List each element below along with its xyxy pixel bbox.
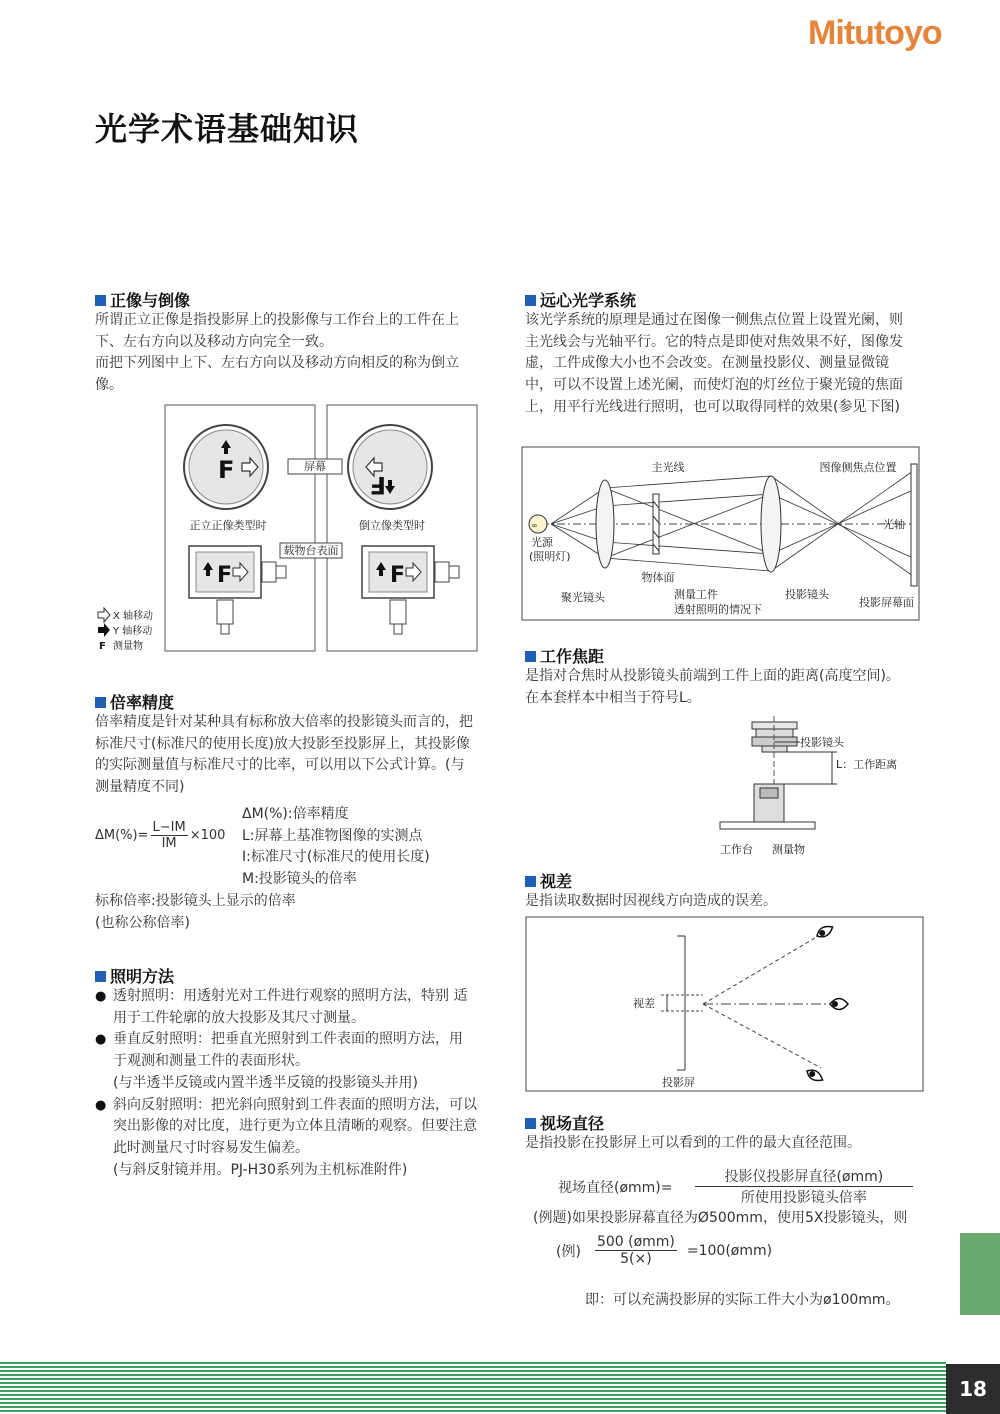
illumination-list: [95, 986, 505, 1181]
square-bullet-icon: [525, 1118, 536, 1129]
label-measured-object: 测量物: [772, 843, 805, 856]
field-of-view-example: (例) $\frac{\text{500 (ømm)}}{5(\times)}$ =100(ømm): [556, 1234, 773, 1267]
field-of-view-conclusion: 即：可以充满投影屏的实际工件大小为ø100mm。: [585, 1292, 900, 1308]
label-screen: 屏幕: [304, 460, 326, 473]
label-chief-ray: 主光线: [651, 461, 685, 474]
mitutoyo-logo: Mitutoyo: [808, 14, 942, 52]
section-heading-illumination: 照明方法: [95, 964, 174, 987]
section-heading-erect: 正像与倒像: [95, 288, 190, 311]
svg-text:∞: ∞: [531, 521, 538, 530]
svg-text:F: F: [99, 641, 106, 652]
list-item: ● 斜向反射照明：把光斜向照射到工件表面的照明方法，可以 突出影像的对比度，进行更为立体且清晰的观察。但要注意 此时测量尺寸时容易发生偏差。 (与斜反射镜并用。PJ-H30系列为主机标准附件): [95, 1095, 505, 1182]
field-of-view-paragraph: 是指投影在投影屏上可以看到的工件的最大直径范围。: [525, 1135, 861, 1151]
label-parallax: 视差: [633, 997, 655, 1010]
legend-y: Y 轴移动: [113, 626, 153, 637]
list-item: ● 垂直反射照明：把垂直光照射到工件表面的照明方法，用 于观测和测量工件的表面形状。 (与半透半反镜或内置半透半反镜的投影镜头并用): [95, 1029, 505, 1094]
label-stage: 载物台表面: [283, 544, 339, 557]
page-number: 18: [946, 1364, 1000, 1414]
label-workpiece: 测量工件: [674, 588, 718, 601]
label-inverted-type: 倒立像类型时: [359, 519, 425, 532]
label-erect-type: 正立正像类型时: [189, 519, 267, 532]
section-heading-working-distance: 工作焦距: [525, 644, 604, 667]
label-projection-lens: 投影镜头: [785, 588, 829, 601]
label-transmitted: 透射照明的情况下: [674, 603, 762, 616]
label-optical-axis: 光轴: [883, 518, 905, 531]
magnification-definitions: ΔM(%):倍率精度 L:屏幕上基准物图像的实测点 I:标准尺寸(标准尺的使用长度) M:投影镜头的倍率: [242, 806, 430, 888]
label-image-focus: 图像侧焦点位置: [819, 461, 897, 474]
legend-x: X 轴移动: [113, 611, 154, 622]
square-bullet-icon: [95, 295, 106, 306]
page-title: 光学术语基础知识: [95, 110, 360, 148]
magnification-paragraph: 倍率精度是针对某种具有标称放大倍率的投影镜头而言的，把 标准尺寸(标准尺的使用长度)放大投影至投影屏上，其投影像 的实际测量值与标准尺寸的比率，可以用以下公式计算。(与 测量精度不同): [95, 714, 473, 796]
section-heading-parallax: 视差: [525, 869, 572, 892]
square-bullet-icon: [525, 876, 536, 887]
field-of-view-formula: 视场直径(ømm)= $\frac{\text{投影仪投影屏直径(ømm)}}{\text{所使用投影镜头倍率}}$: [558, 1166, 913, 1207]
green-side-tab: [960, 1233, 1000, 1315]
svg-text:F: F: [390, 563, 406, 588]
label-projection-screen: 投影屏: [662, 1076, 695, 1089]
label-working-distance: L：工作距离: [836, 758, 898, 771]
label-light-source: 光源: [531, 536, 553, 549]
telecentric-figure: [521, 446, 921, 622]
label-stage: 工作台: [720, 843, 753, 856]
footer-stripes: [0, 1362, 946, 1414]
parallax-figure: [525, 916, 925, 1094]
section-heading-telecentric: 远心光学系统: [525, 288, 636, 311]
label-object-plane: 物体面: [641, 571, 675, 584]
square-bullet-icon: [525, 651, 536, 662]
parallax-paragraph: 是指读取数据时因视线方向造成的误差。: [525, 893, 777, 909]
label-screen-surface: 投影屏幕面: [859, 596, 914, 609]
working-distance-figure: [712, 716, 912, 861]
square-bullet-icon: [95, 697, 106, 708]
erect-paragraph: 所谓正立正像是指投影屏上的投影像与工作台上的工件在上 下、左右方向以及移动方向完全一致。 而把下列图中上下、左右方向以及移动方向相反的称为倒立 像。: [95, 312, 459, 394]
label-lens: 投影镜头: [800, 736, 844, 749]
square-bullet-icon: [525, 295, 536, 306]
working-distance-paragraph: 是指对合焦时从投影镜头前端到工件上面的距离(高度空间)。 在本套样本中相当于符号L。: [525, 668, 900, 706]
magnification-note: 标称倍率:投影镜头上显示的倍率 (也称公称倍率): [95, 893, 296, 931]
legend-f: 测量物: [113, 641, 143, 652]
label-condenser: 聚光镜头: [561, 591, 605, 604]
svg-text:F: F: [369, 471, 386, 499]
telecentric-paragraph: 该光学系统的原理是通过在图像一侧焦点位置上设置光阑，则 主光线会与光轴平行。它的特点是即使对焦效果不好，图像发 虚，工件成像大小也不会改变。在测量投影仪、测量显微镜 中，可以不设置上述光阑，而使灯泡的灯丝位于聚光镜的焦面 上，用平行光线进行照明，也可以取得同样的效果(参见下图): [525, 312, 903, 415]
svg-text:F: F: [217, 563, 233, 588]
square-bullet-icon: [95, 971, 106, 982]
svg-text:F: F: [218, 456, 235, 484]
section-heading-magnification: 倍率精度: [95, 690, 174, 713]
field-of-view-example-line: (例题)如果投影屏幕直径为Ø500mm，使用5X投影镜头，则: [533, 1210, 908, 1226]
list-item: ● 透射照明：用透射光对工件进行观察的照明方法，特别 适 用于工件轮廓的放大投影及其尺寸测量。: [95, 986, 505, 1029]
magnification-formula: ΔM(%)= $\frac{L-IM}{IM}$ ×100: [95, 820, 226, 851]
label-lamp: (照明灯): [529, 550, 571, 563]
erect-inverted-figure: [92, 402, 512, 654]
section-heading-field-of-view: 视场直径: [525, 1111, 604, 1134]
